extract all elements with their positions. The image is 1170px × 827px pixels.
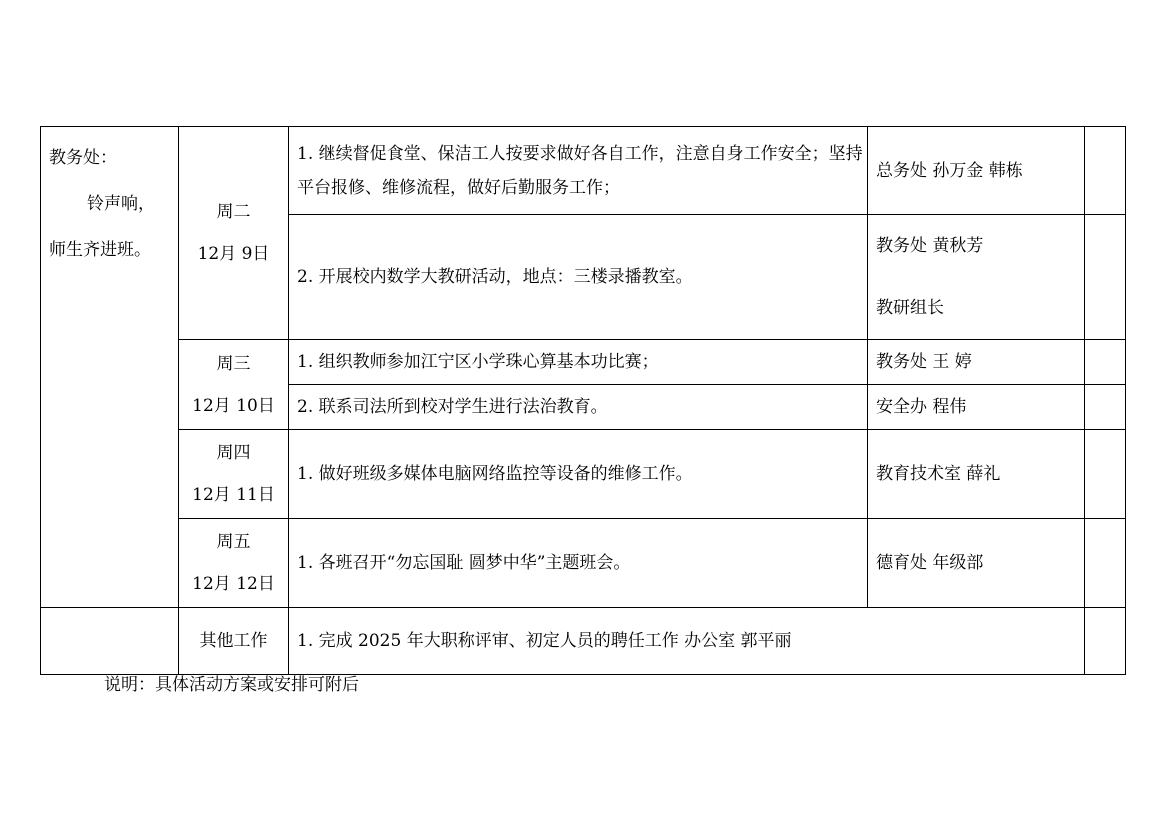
responsible-line: 教研组长 — [876, 298, 944, 318]
task-cell: 1. 做好班级多媒体电脑网络监控等设备的维修工作。 — [289, 430, 868, 519]
responsible-line: 教务处 黄秋芳 — [876, 236, 984, 256]
responsible-cell: 总务处 孙万金 韩栋 — [868, 127, 1085, 215]
remark-cell — [1085, 519, 1126, 608]
footnote: 说明：具体活动方案或安排可附后 — [104, 675, 359, 695]
responsible-cell: 教务处 王 婷 — [868, 340, 1085, 385]
day-cell-wed — [179, 340, 289, 430]
table-row-tue-1 — [41, 127, 1126, 215]
day-cell-thu — [179, 430, 289, 519]
table-row-wed-1 — [41, 340, 1126, 385]
left-note-line3: 师生齐进班。 — [49, 240, 151, 260]
task-cell: 1. 继续督促食堂、保洁工人按要求做好各自工作，注意自身工作安全；坚持平台报修、维修流程，做好后勤服务工作； — [289, 127, 868, 215]
day-label: 周二 — [216, 202, 251, 222]
date-label: 12月 11日 — [192, 485, 275, 505]
responsible-cell — [868, 215, 1085, 340]
blank-cell — [41, 608, 179, 675]
table-row-fri — [41, 519, 1126, 608]
task-cell: 2. 联系司法所到校对学生进行法治教育。 — [289, 385, 868, 430]
other-task-cell: 1. 完成 2025 年大职称评审、初定人员的聘任工作 办公室 郭平丽 — [289, 608, 1085, 675]
responsible-cell: 德育处 年级部 — [868, 519, 1085, 608]
other-label-cell: 其他工作 — [179, 608, 289, 675]
day-cell-tue — [179, 127, 289, 340]
day-label: 周五 — [216, 532, 251, 552]
task-cell: 2. 开展校内数学大教研活动，地点：三楼录播教室。 — [289, 215, 868, 340]
table-row-other — [41, 608, 1126, 675]
remark-cell — [1085, 430, 1126, 519]
remark-cell — [1085, 215, 1126, 340]
day-label: 周三 — [216, 353, 251, 374]
date-label: 12月 10日 — [192, 395, 275, 416]
responsible-cell: 教育技术室 薛礼 — [868, 430, 1085, 519]
remark-cell — [1085, 608, 1126, 675]
table-row-thu — [41, 430, 1126, 519]
day-cell-fri — [179, 519, 289, 608]
date-label: 12月 9日 — [197, 244, 270, 264]
remark-cell — [1085, 385, 1126, 430]
left-note-line1: 教务处： — [49, 148, 117, 168]
remark-cell — [1085, 340, 1126, 385]
responsible-cell: 安全办 程伟 — [868, 385, 1085, 430]
left-note-line2: 铃声响， — [87, 194, 155, 214]
left-note-cell — [41, 127, 179, 608]
task-cell: 1. 各班召开“勿忘国耻 圆梦中华”主题班会。 — [289, 519, 868, 608]
remark-cell — [1085, 127, 1126, 215]
day-label: 周四 — [216, 443, 251, 463]
task-cell: 1. 组织教师参加江宁区小学珠心算基本功比赛； — [289, 340, 868, 385]
date-label: 12月 12日 — [192, 574, 275, 594]
schedule-table — [40, 126, 1126, 675]
